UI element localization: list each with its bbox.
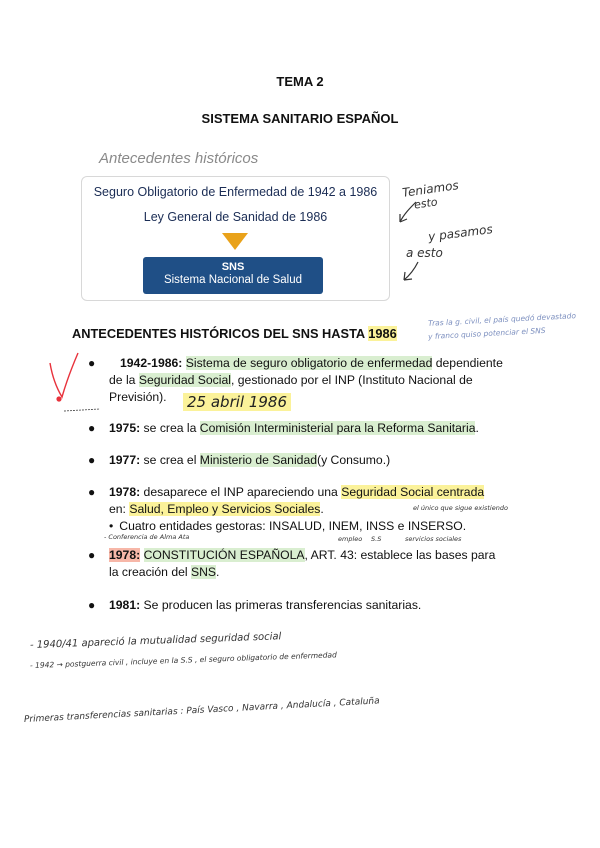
- list-item: ● 1978: desaparece el INP apareciendo una Seguridad Social centrada en: Salud, Empleo y Servicios Sociales. • Cuatro entidades gestoras: INSALUD, INEM, INSS e INSERSO.: [88, 485, 485, 533]
- diagram-box: [81, 176, 390, 301]
- list-item: ● 1942-1986: Sistema de seguro obligatorio de enfermedad dependiente de la Seguridad Social, gestionado por el INP (Instituto Nacional de Previsión).: [88, 356, 503, 404]
- note-teniamos: Teniamos: [401, 178, 460, 200]
- item-text: se crea el: [140, 453, 200, 467]
- list-item: ● 1978: CONSTITUCIÓN ESPAÑOLA, ART. 43: establece las bases para la creación del SNS.: [88, 548, 496, 579]
- sns-short: SNS: [221, 261, 245, 273]
- list-item: ● 1981: Se producen las primeras transferencias sanitarias.: [88, 598, 422, 612]
- note-servicios: servicios sociales: [405, 535, 462, 543]
- section-heading: [72, 326, 397, 341]
- note-transferencias: Primeras transferencias sanitarias : País Vasco , Navarra , Andalucía , Cataluña: [23, 696, 380, 725]
- note-aesto: a esto: [406, 246, 443, 260]
- item-text: .: [320, 502, 324, 516]
- list-item: ● 1975: se crea la Comisión Interministerial para la Reforma Sanitaria.: [88, 421, 479, 435]
- item-sub-text: Cuatro entidades gestoras: INSALUD, INEM, INSS e INSERSO.: [119, 519, 467, 533]
- item-text: , ART. 43: establece las bases para: [304, 548, 496, 562]
- note-ss: S.S: [371, 535, 382, 543]
- item-highlight: Seguridad Social: [138, 373, 231, 387]
- note-pasamos: y pasamos: [427, 222, 494, 244]
- item-highlight: Seguridad Social centrada: [341, 485, 485, 499]
- item-year: 1981:: [109, 598, 141, 612]
- item-year: 1977:: [109, 453, 141, 467]
- item-text: de la: [109, 373, 139, 387]
- item-text: .: [216, 565, 220, 579]
- item-text: desaparece el INP apareciendo una: [140, 485, 342, 499]
- tema-label: TEMA 2: [276, 74, 324, 89]
- handwritten-arrow-icon-2: [400, 260, 422, 284]
- item-text: .: [475, 421, 479, 435]
- sns-box: [143, 257, 323, 294]
- blue-note-1: Tras la g. civil, el país quedó devastado: [427, 311, 577, 328]
- item-text: la creación del: [109, 565, 191, 579]
- note-conferencia: - Conferencia de Alma Ata: [104, 533, 190, 541]
- item-highlight: Sistema de seguro obligatorio de enfermedad: [185, 356, 433, 370]
- blue-note-2: y franco quiso potenciar el SNS: [427, 325, 546, 342]
- down-arrow-icon: [222, 233, 248, 251]
- item-text: dependiente: [432, 356, 503, 370]
- item-text: (y Consumo.): [317, 453, 391, 467]
- diagram-caption: Antecedentes históricos: [99, 150, 259, 167]
- item-highlight: Salud, Empleo y Servicios Sociales: [129, 502, 321, 516]
- note-1942: - 1942 → postguerra civil , incluye en la S.S , el seguro obligatorio de enfermedad: [29, 650, 337, 670]
- item-text: , gestionado por el INP (Instituto Nacional de: [230, 373, 473, 387]
- diagram-line1: Seguro Obligatorio de Enfermedad de 1942 a 1986: [93, 185, 378, 199]
- item-year: 1975:: [109, 421, 141, 435]
- item-text: Se producen las primeras transferencias sanitarias.: [140, 598, 422, 612]
- handwritten-date: 25 abril 1986: [183, 393, 291, 411]
- section-heading-text: ANTECEDENTES HISTÓRICOS DEL SNS HASTA: [72, 326, 365, 341]
- page-title: SISTEMA SANITARIO ESPAÑOL: [201, 111, 399, 126]
- item-highlight: Ministerio de Sanidad: [199, 453, 318, 467]
- item-highlight: SNS: [190, 565, 217, 579]
- item-year: 1978:: [109, 548, 141, 562]
- item-text: se crea la: [140, 421, 200, 435]
- diagram-line2: Ley General de Sanidad de 1986: [143, 210, 328, 224]
- item-highlight: CONSTITUCIÓN ESPAÑOLA: [143, 548, 305, 562]
- item-text: en:: [109, 502, 130, 516]
- item-text: Previsión).: [109, 390, 167, 404]
- note-unico: el único que sigue existiendo: [413, 504, 508, 512]
- note-esto: esto: [413, 195, 439, 212]
- note-1940: - 1940/41 apareció la mutualidad seguridad social: [29, 631, 282, 651]
- item-year: 1942-1986:: [120, 356, 183, 370]
- item-highlight: Comisión Interministerial para la Reforma Sanitaria: [199, 421, 476, 435]
- note-empleo: empleo: [338, 535, 363, 543]
- handwritten-arrow-icon: [396, 200, 418, 226]
- section-heading-year: 1986: [368, 326, 397, 341]
- list-item: ● 1977: se crea el Ministerio de Sanidad(y Consumo.): [88, 453, 391, 467]
- item-year: 1978:: [109, 485, 141, 499]
- sns-long: Sistema Nacional de Salud: [163, 274, 303, 286]
